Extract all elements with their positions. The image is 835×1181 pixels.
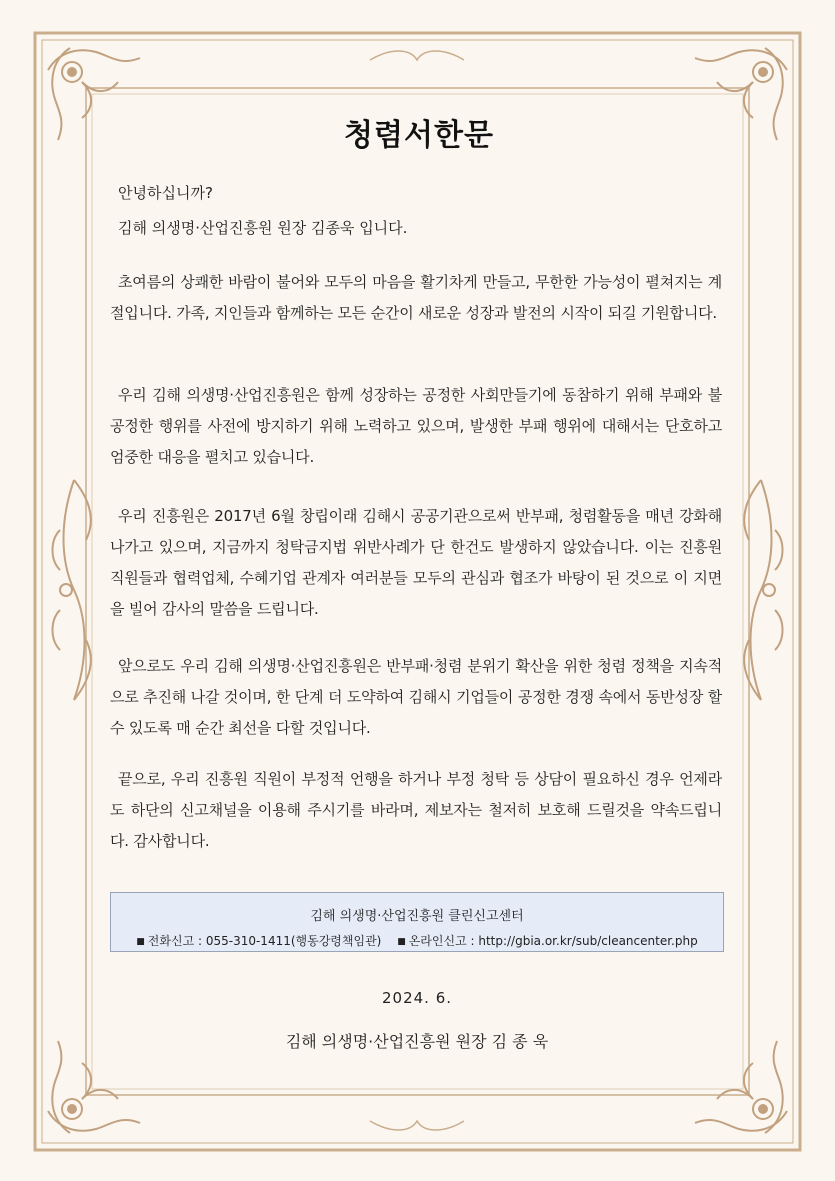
paragraph-3: 우리 진흥원은 2017년 6월 창립이래 김해시 공공기관으로써 반부패, 청렴활동을 매년 강화해 나가고 있으며, 지금까지 청탁금지법 위반사례가 단 한건도 발생하지 않았습니다. 이는 진흥원 직원들과 협력업체, 수혜기업 관계자 여러분들 모두의 관심과 협조가 바탕이 된 것으로 이 지면을 빌어 감사의 말씀을 드립니다. <box>110 507 722 618</box>
paragraph-5: 끝으로, 우리 진흥원 직원이 부정적 언행을 하거나 부정 청탁 등 상담이 필요하신 경우 언제라도 하단의 신고채널을 이용해 주시기를 바라며, 제보자는 철저히 보호해 드릴것을 약속드립니다. 감사합니다. <box>110 770 722 850</box>
online-report-text: 온라인신고 : http://gbia.or.kr/sub/cleancenter.php <box>408 934 698 948</box>
side-ornament-right <box>744 480 782 700</box>
clean-report-center-box <box>110 892 724 952</box>
square-bullet-icon: ■ <box>397 937 406 947</box>
greeting-line-2: 김해 의생명·산업진흥원 원장 김종욱 입니다. <box>118 219 408 237</box>
greeting-line-1: 안녕하십니까? <box>118 184 213 202</box>
letter-date: 2024. 6. <box>381 989 453 1007</box>
phone-report <box>136 934 385 948</box>
corner-ornament-bottom-left <box>48 1041 140 1133</box>
bottom-flourish <box>370 1121 464 1130</box>
paragraph-4: 앞으로도 우리 김해 의생명·산업진흥원은 반부패·청렴 분위기 확산을 위한 청렴 정책을 지속적으로 추진해 나갈 것이며, 한 단계 더 도약하여 김해시 기업들이 공정한 경쟁 속에서 동반성장 할 수 있도록 매 순간 최선을 다할 것입니다. <box>110 657 722 737</box>
side-ornament-left <box>53 480 91 700</box>
report-channels <box>111 932 723 949</box>
paragraph-2: 우리 김해 의생명·산업진흥원은 함께 성장하는 공정한 사회만들기에 동참하기 위해 부패와 불공정한 행위를 사전에 방지하기 위해 노력하고 있으며, 발생한 부패 행위에 대해서는 단호하고 엄중한 대응을 펼치고 있습니다. <box>110 386 722 466</box>
square-bullet-icon: ■ <box>136 937 145 947</box>
paragraph-1: 초여름의 상쾌한 바람이 불어와 모두의 마음을 활기차게 만들고, 무한한 가능성이 펼쳐지는 계절입니다. 가족, 지인들과 함께하는 모든 순간이 새로운 성장과 발전의 시작이 되길 기원합니다. <box>110 273 722 322</box>
phone-report-text: 전화신고 : 055-310-1411(행동강령책임관) <box>147 934 382 948</box>
letter-signer: 김해 의생명·산업진흥원 원장 김 종 욱 <box>285 1032 549 1051</box>
online-report <box>397 934 698 948</box>
corner-ornament-bottom-right <box>695 1041 787 1133</box>
letter-title: 청렴서한문 <box>344 118 494 153</box>
top-flourish <box>370 51 464 60</box>
report-center-title: 김해 의생명·산업진흥원 클린신고센터 <box>310 909 524 924</box>
